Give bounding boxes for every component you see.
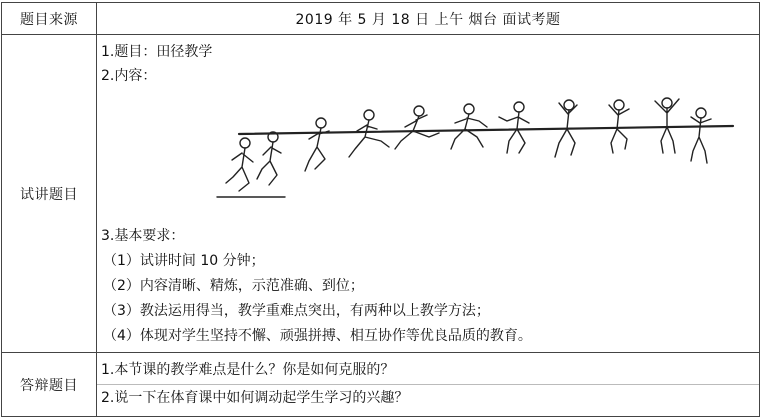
athlete-figure-9-icon [609, 100, 629, 153]
athlete-figure-10-icon [655, 98, 679, 153]
requirement-item-4: （4）体现对学生坚持不懈、顽强拼搏、相互协作等优良品质的教育。 [103, 328, 532, 344]
athlete-figure-2-icon [257, 132, 281, 185]
defense-question-1: 1.本节课的教学难点是什么？你是如何克服的？ [101, 362, 395, 378]
requirements-title: 3.基本要求： [101, 228, 185, 244]
lecture-content [97, 35, 760, 353]
athlete-figure-6-icon [451, 104, 487, 149]
athlete-figure-5-icon [395, 106, 439, 149]
lecture-row [2, 35, 760, 353]
athlete-figure-7-icon [499, 102, 529, 153]
requirement-item-2: （2）内容清晰、精炼，示范准确、到位； [103, 278, 364, 294]
source-value: 2019 年 5 月 18 日 上午 烟台 面试考题 [97, 3, 760, 35]
defense-row [2, 353, 760, 417]
defense-question-2: 2.说一下在体育课中如何调动起学生学习的兴趣？ [97, 384, 759, 412]
requirement-item-3: （3）教法运用得当，教学重难点突出，有两种以上教学方法； [103, 303, 490, 319]
defense-label: 答辩题目 [2, 353, 97, 417]
exam-table [1, 2, 760, 417]
defense-questions [97, 353, 760, 417]
lecture-label: 试讲题目 [2, 35, 97, 353]
source-label: 题目来源 [2, 3, 97, 35]
crossbar-icon [239, 126, 733, 134]
athlete-figure-4-icon [349, 110, 389, 157]
athlete-figure-3-icon [305, 118, 329, 171]
athlete-figure-1-icon [226, 138, 253, 191]
content-label: 2.内容： [101, 68, 157, 84]
high-jump-illustration [215, 87, 745, 205]
topic-line: 1.题目：田径教学 [101, 44, 213, 60]
source-row [2, 3, 760, 35]
athlete-figure-11-icon [691, 108, 711, 163]
requirement-item-1: （1）试讲时间 10 分钟； [103, 253, 265, 269]
